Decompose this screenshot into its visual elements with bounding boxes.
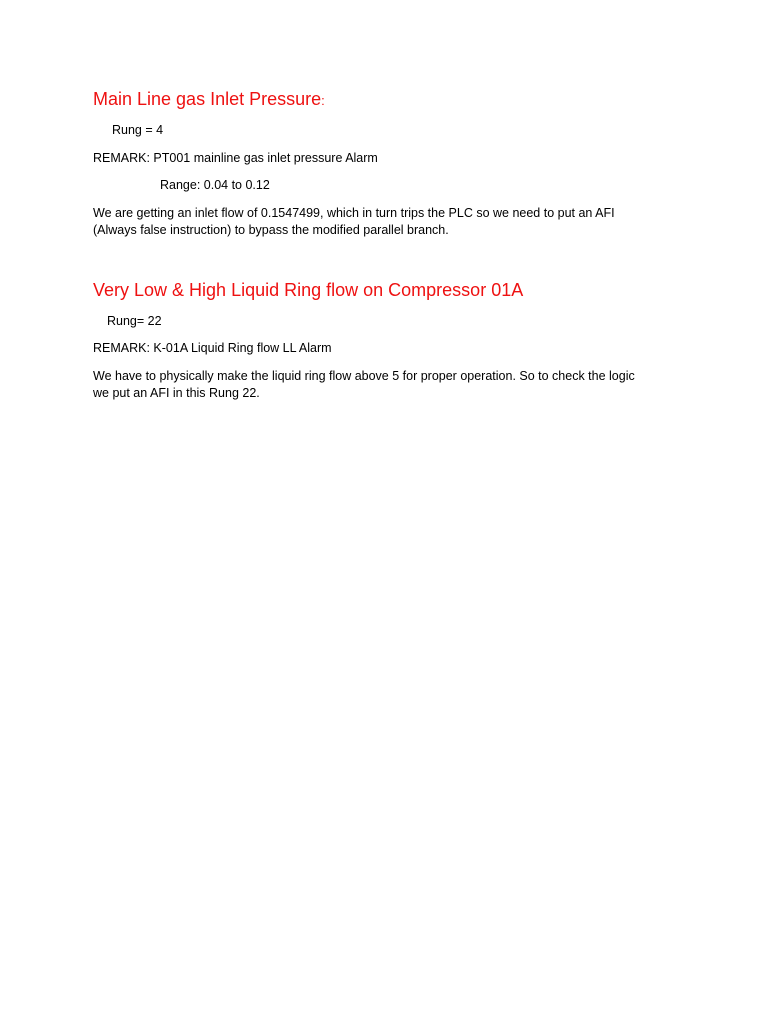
rung-value: Rung = 4 [112, 123, 164, 137]
paragraph-line: we put an AFI in this Rung 22. [93, 386, 260, 400]
paragraph-line: We have to physically make the liquid ring flow above 5 for proper operation. So to check the logic [93, 369, 635, 383]
section-heading-main-line-gas [93, 88, 325, 112]
section-heading-text: Main Line gas Inlet Pressure [93, 89, 322, 109]
rung-value: Rung= 22 [107, 314, 162, 328]
heading-colon: : [321, 93, 325, 108]
paragraph-line: We are getting an inlet flow of 0.1547499, which in turn trips the PLC so we need to put an AFI [93, 206, 615, 220]
remark-text: REMARK: K-01A Liquid Ring flow LL Alarm [93, 341, 332, 355]
remark-text: REMARK: PT001 mainline gas inlet pressure Alarm [93, 151, 378, 165]
section-heading-liquid-ring-flow: Very Low & High Liquid Ring flow on Compressor 01A [93, 280, 524, 300]
paragraph-line: (Always false instruction) to bypass the modified parallel branch. [93, 223, 449, 237]
range-text: Range: 0.04 to 0.12 [160, 178, 270, 192]
